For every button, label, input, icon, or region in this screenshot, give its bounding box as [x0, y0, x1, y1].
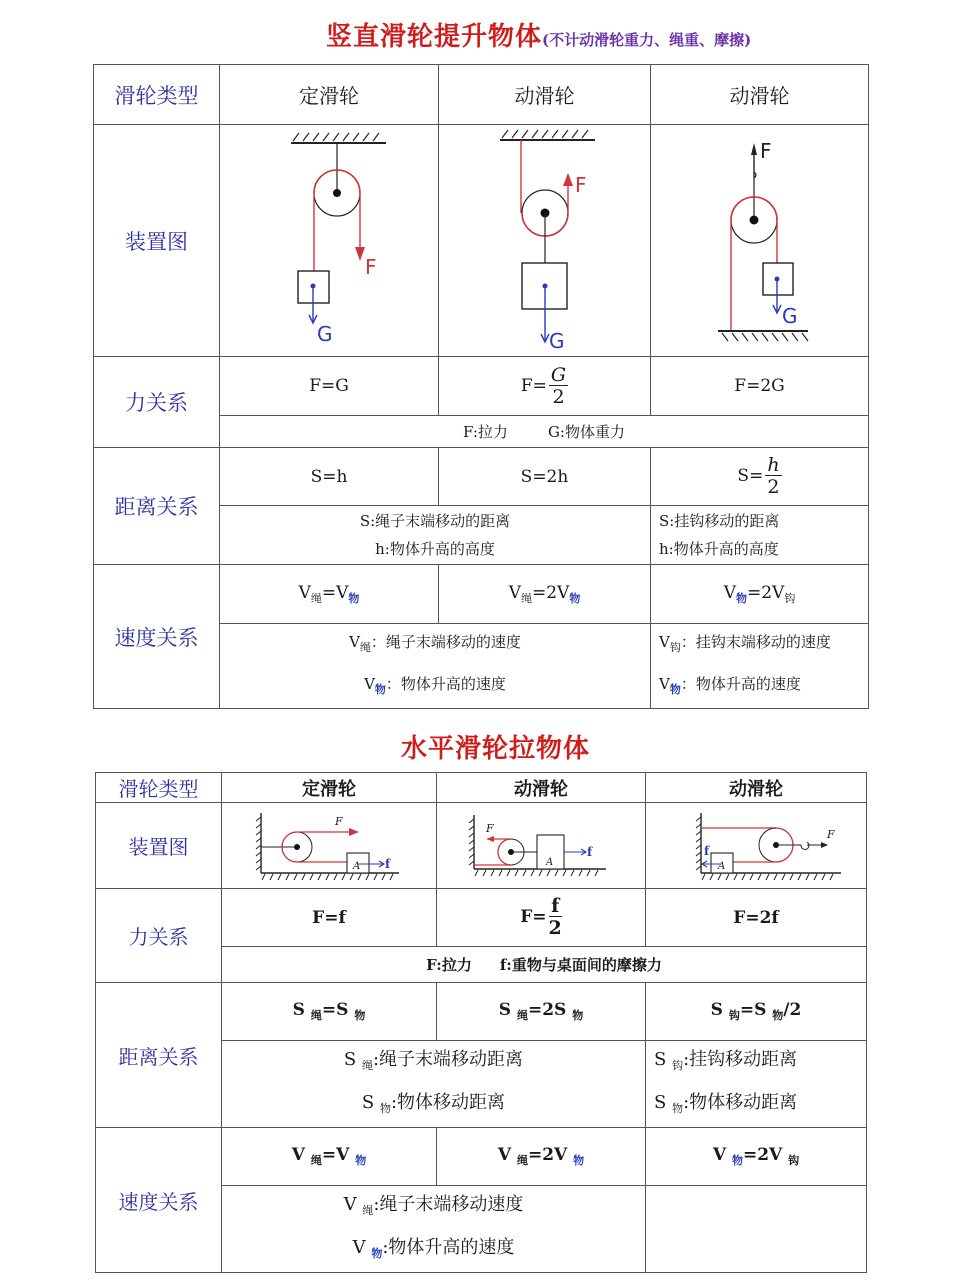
svg-text:A: A [546, 856, 554, 868]
horizontal-fixed-pulley-diagram-icon [239, 807, 419, 885]
svg-text:f: f [704, 843, 710, 858]
fraction-numerator: f [549, 896, 562, 917]
movable-pulley-diagram-icon [445, 128, 645, 353]
formula-prefix: F= [520, 375, 547, 396]
col-movable-pulley: 动滑轮 [439, 65, 651, 125]
legend-v-hook: $V_钩$：挂钩末端移动的速度 [659, 633, 831, 654]
legend-v-rope: $V_绳$：绳子末端移动的速度 [349, 633, 521, 654]
force-formula-movable [439, 357, 651, 416]
legend-S: S:挂钩移动的距离 [659, 512, 780, 530]
distance-legend-right [646, 1041, 867, 1128]
fraction-numerator: h [767, 454, 780, 476]
speed-formula-fixed: V $_绳$=V $_物$ [222, 1128, 437, 1186]
fraction [549, 365, 568, 408]
svg-text:f: f [385, 856, 391, 871]
legend-S: S:绳子末端移动的距离 [359, 512, 511, 530]
svg-text:G: G [317, 321, 333, 346]
fraction-denominator: 2 [552, 385, 565, 408]
section1-title-main: 竖直滑轮提升物体 [326, 22, 543, 52]
col-fixed-pulley: 定滑轮 [222, 773, 437, 803]
formula-prefix: S= [737, 466, 764, 486]
svg-text:A: A [718, 860, 726, 872]
speed-formula-inverted: $V_物=2V_钩$ [651, 565, 869, 624]
svg-text:F: F [335, 814, 343, 828]
horizontal-pulley-table [95, 772, 867, 1273]
legend-h: h:物体升高的高度 [659, 540, 779, 558]
legend-s-rope: S $_绳$:绳子末端移动距离 [343, 1049, 524, 1072]
row-label-force: 力关系 [96, 889, 222, 983]
svg-text:G: G [548, 329, 564, 353]
diagram-movable-pulley-vertical [439, 125, 651, 357]
section2-title [0, 728, 961, 765]
speed-legend-right [651, 624, 869, 709]
formula-prefix: F= [520, 907, 547, 927]
inverted-movable-pulley-diagram-icon [660, 133, 860, 348]
distance-formula-inverted: S $_钩$=S $_物$/2 [646, 983, 867, 1041]
row-label-speed: 速度关系 [96, 1128, 222, 1273]
svg-text:f: f [587, 844, 593, 859]
legend-s-object: S $_物$:物体移动距离 [361, 1092, 506, 1115]
section1-title-note: (不计动滑轮重力、绳重、摩擦) [542, 31, 752, 49]
legend-F: F:拉力 [426, 955, 472, 974]
svg-text:F: F [486, 821, 494, 835]
speed-legend-left [222, 1186, 646, 1273]
diagram-fixed-pulley-vertical [220, 125, 439, 357]
section1-title [326, 16, 751, 53]
speed-formula-fixed: $V_绳=V_物$ [220, 565, 439, 624]
legend-v-object: V $_物$:物体升高的速度 [352, 1237, 515, 1260]
row-label-pulley-type: 滑轮类型 [94, 65, 220, 125]
force-formula-inverted: F=2G [651, 357, 869, 416]
legend-v-object: $V_物$：物体升高的速度 [364, 675, 506, 696]
force-formula-inverted: F=2f [646, 889, 867, 947]
svg-text:F: F [827, 827, 835, 841]
legend-s-hook: S $_钩$:挂钩移动距离 [654, 1049, 798, 1072]
col-fixed-pulley: 定滑轮 [220, 65, 439, 125]
diagram-movable-pulley-horizontal [437, 803, 646, 889]
legend-F: F:拉力 [463, 422, 508, 441]
distance-formula-movable: S $_绳$=2S $_物$ [437, 983, 646, 1041]
svg-text:A: A [353, 860, 361, 872]
fraction [765, 455, 781, 498]
row-label-speed: 速度关系 [94, 565, 220, 709]
row-label-distance: 距离关系 [96, 983, 222, 1128]
speed-formula-inverted: V $_物$=2V $_钩$ [646, 1128, 867, 1186]
distance-formula-inverted [651, 448, 869, 506]
row-label-diagram: 装置图 [96, 803, 222, 889]
fraction [549, 896, 562, 939]
col-movable-pulley: 动滑轮 [437, 773, 646, 803]
legend-f: f:重物与桌面间的摩擦力 [499, 955, 662, 974]
svg-text:F: F [365, 254, 377, 279]
speed-formula-movable: V $_绳$=2V $_物$ [437, 1128, 646, 1186]
legend-v-rope: V $_绳$:绳子末端移动速度 [343, 1194, 524, 1217]
fraction-denominator: 2 [548, 917, 562, 939]
svg-text:F: F [574, 173, 587, 197]
legend-v-object: $V_物$：物体升高的速度 [659, 675, 801, 696]
speed-formula-movable: $V_绳=2V_物$ [439, 565, 651, 624]
distance-legend-left [220, 506, 651, 565]
diagram-fixed-pulley-horizontal [222, 803, 437, 889]
legend-G: G:物体重力 [547, 422, 625, 441]
speed-legend-left [220, 624, 651, 709]
row-label-diagram: 装置图 [94, 125, 220, 357]
col-movable-pulley-inverted: 动滑轮 [646, 773, 867, 803]
force-formula-fixed: F=f [222, 889, 437, 947]
svg-text:G: G [781, 304, 797, 328]
distance-legend-left [222, 1041, 646, 1128]
row-label-pulley-type: 滑轮类型 [96, 773, 222, 803]
force-formula-fixed: F=G [220, 357, 439, 416]
horizontal-movable-pulley-diagram-icon [456, 807, 626, 885]
distance-formula-fixed: S $_绳$=S $_物$ [222, 983, 437, 1041]
force-formula-movable [437, 889, 646, 947]
vertical-pulley-table [93, 64, 869, 709]
diagram-movable-pulley-inverted-vertical [651, 125, 869, 357]
fraction-numerator: G [550, 363, 567, 386]
speed-legend-right-empty [646, 1186, 867, 1273]
force-legend [222, 947, 867, 983]
row-label-force: 力关系 [94, 357, 220, 448]
fraction-denominator: 2 [767, 476, 780, 498]
distance-formula-fixed: S=h [220, 448, 439, 506]
col-movable-pulley-inverted: 动滑轮 [651, 65, 869, 125]
section2-title-text: 水平滑轮拉物体 [400, 734, 590, 764]
distance-legend-right [651, 506, 869, 565]
legend-h: h:物体升高的高度 [375, 540, 495, 558]
svg-text:F: F [759, 139, 772, 163]
horizontal-inverted-pulley-diagram-icon [661, 807, 851, 885]
row-label-distance: 距离关系 [94, 448, 220, 565]
fixed-pulley-diagram-icon [229, 131, 429, 351]
diagram-movable-pulley-inverted-horizontal [646, 803, 867, 889]
distance-formula-movable: S=2h [439, 448, 651, 506]
legend-s-object: S $_物$:物体移动距离 [654, 1092, 798, 1115]
force-legend [220, 416, 869, 448]
